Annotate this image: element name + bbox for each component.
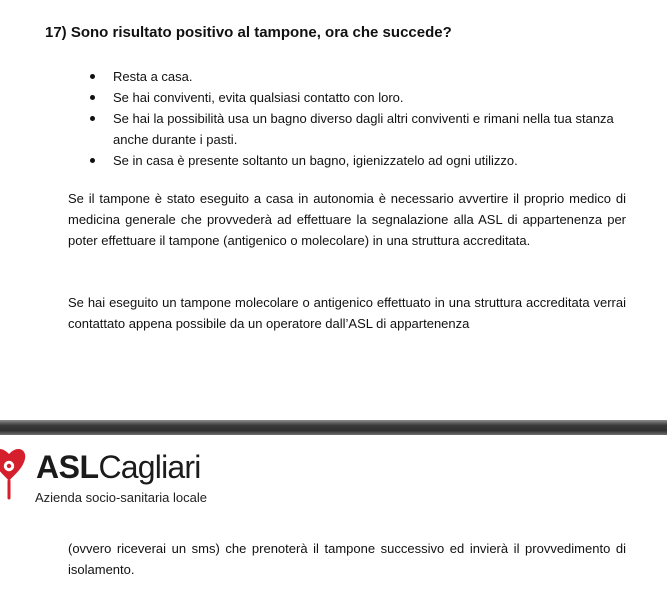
home-test-paragraph: Se il tampone è stato eseguito a casa in autonomia è necessario avvertire il proprio medico di medicina generale che provvederà ad effettuare la segnalazione alla ASL di appartenenza per poter effettuare il tampone (antigenico o molecolare) in una struttura accreditata. [68, 191, 626, 248]
asl-cagliari-logo-text [36, 450, 201, 484]
accredited-test-paragraph: Se hai eseguito un tampone molecolare o antigenico effettuato in una struttura accreditata verrai contattato appena possibile da un operatore dall’ASL di appartenenza [68, 295, 626, 331]
list-item: Se hai conviventi, evita qualsiasi contatto con loro. [90, 87, 635, 108]
document-page-bottom [0, 435, 667, 605]
continuation-paragraph: (ovvero riceverai un sms) che prenoterà il tampone successivo ed invierà il provvedimento di isolamento. [68, 541, 626, 577]
instruction-list [90, 66, 635, 171]
logo-asl-text: ASL [36, 449, 99, 485]
list-item: Se in casa è presente soltanto un bagno, igienizzatelo ad ogni utilizzo. [90, 150, 635, 171]
logo-tagline: Azienda socio-sanitaria locale [35, 490, 207, 505]
page-break-divider [0, 420, 667, 435]
list-item: Se hai la possibilità usa un bagno diverso dagli altri conviventi e rimani nella tua stanza anche durante i pasti. [90, 108, 635, 150]
question-title: 17) Sono risultato positivo al tampone, ora che succede? [45, 24, 452, 41]
logo-cagliari-text: Cagliari [98, 449, 201, 485]
list-item: Resta a casa. [90, 66, 635, 87]
asl-heart-mark-icon [0, 442, 30, 500]
